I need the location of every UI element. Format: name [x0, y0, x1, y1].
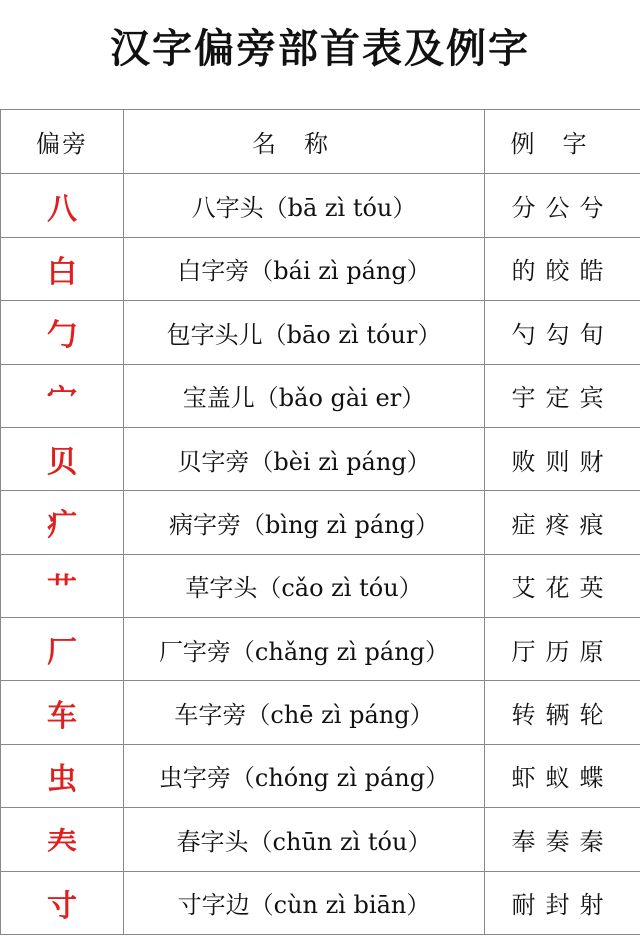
name-cell: 春字头（chūn zì tóu）: [124, 808, 485, 871]
table-row: [1, 301, 640, 364]
radical-cell: 贝: [1, 427, 124, 490]
table-row: [1, 174, 640, 237]
radical-cell: 𡗗: [1, 808, 124, 871]
table-row: [1, 427, 640, 490]
radical-table: [0, 109, 640, 935]
examples-cell: 厅历原: [485, 618, 640, 681]
examples-cell: 转辆轮: [485, 681, 640, 744]
name-cell: 白字旁（bái zì páng）: [124, 237, 485, 300]
examples-cell: 奉奏秦: [485, 808, 640, 871]
examples-cell: 败则财: [485, 427, 640, 490]
header-examples: 例字: [485, 110, 640, 174]
header-radical: 偏旁: [1, 110, 124, 174]
name-cell: 车字旁（chē zì páng）: [124, 681, 485, 744]
radical-cell: 车: [1, 681, 124, 744]
radical-cell: 艹: [1, 554, 124, 617]
table-row: [1, 681, 640, 744]
table-row: [1, 237, 640, 300]
name-cell: 病字旁（bìng zì páng）: [124, 491, 485, 554]
table-row: [1, 364, 640, 427]
table-row: [1, 808, 640, 871]
radical-cell: 厂: [1, 618, 124, 681]
table-row: [1, 491, 640, 554]
table-row: [1, 871, 640, 935]
name-cell: 厂字旁（chǎng zì páng）: [124, 618, 485, 681]
name-cell: 虫字旁（chóng zì páng）: [124, 744, 485, 807]
radical-cell: 勹: [1, 301, 124, 364]
name-cell: 草字头（cǎo zì tóu）: [124, 554, 485, 617]
examples-cell: 艾花英: [485, 554, 640, 617]
table-row: [1, 744, 640, 807]
radical-cell: 寸: [1, 871, 124, 935]
examples-cell: 虾蚁蝶: [485, 744, 640, 807]
table-header-row: [1, 110, 640, 174]
radical-cell: 虫: [1, 744, 124, 807]
name-cell: 宝盖儿（bǎo gài er）: [124, 364, 485, 427]
page-title: 汉字偏旁部首表及例字: [110, 26, 530, 72]
examples-cell: 症疼痕: [485, 491, 640, 554]
table-row: [1, 554, 640, 617]
examples-cell: 分公兮: [485, 174, 640, 237]
examples-cell: 宇定宾: [485, 364, 640, 427]
table-row: [1, 618, 640, 681]
radical-cell: 白: [1, 237, 124, 300]
examples-cell: 勺勾旬: [485, 301, 640, 364]
radical-cell: 宀: [1, 364, 124, 427]
name-cell: 八字头（bā zì tóu）: [124, 174, 485, 237]
name-cell: 贝字旁（bèi zì páng）: [124, 427, 485, 490]
examples-cell: 耐封射: [485, 871, 640, 935]
name-cell: 寸字边（cùn zì biān）: [124, 871, 485, 935]
header-name: 名称: [124, 110, 485, 174]
examples-cell: 的皎皓: [485, 237, 640, 300]
radical-cell: 八: [1, 174, 124, 237]
name-cell: 包字头儿（bāo zì tóur）: [124, 301, 485, 364]
radical-cell: 疒: [1, 491, 124, 554]
